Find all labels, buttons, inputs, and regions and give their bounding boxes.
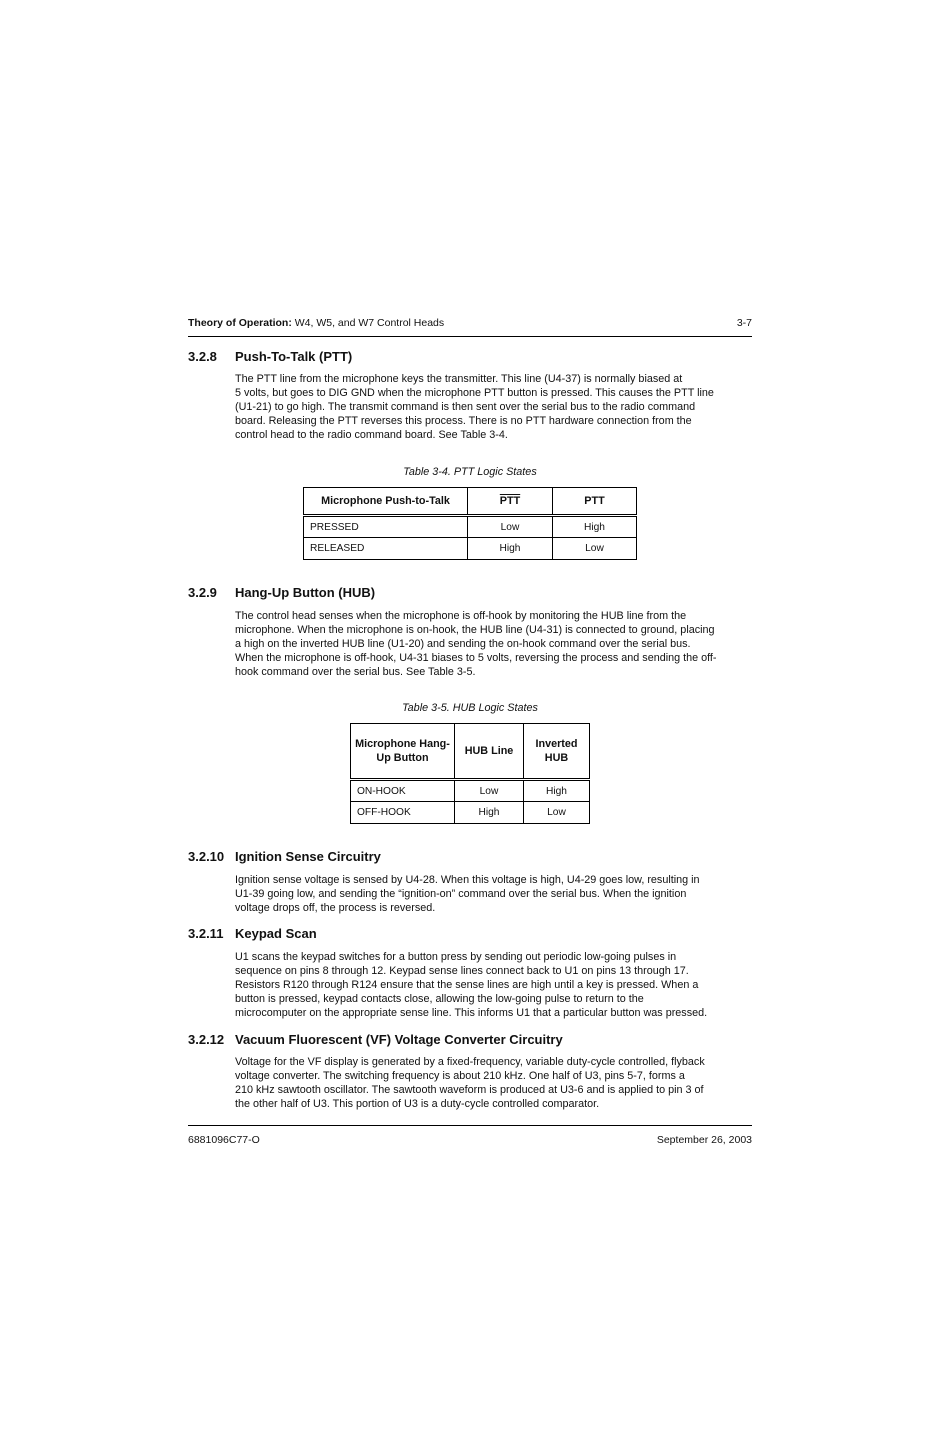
table-3-4-header-2: $\overline{PTT}$ <box>468 488 553 516</box>
page-number: 3-7 <box>736 317 752 329</box>
section-heading-3-2-9: 3.2.9 Hang-Up Button (HUB) <box>188 585 376 600</box>
table-3-5-header-1: Microphone Hang-Up Button <box>351 724 455 780</box>
table-3-4-header-1: Microphone Push-to-Talk <box>304 488 468 516</box>
running-header <box>188 317 752 329</box>
table-row: PRESSED Low High <box>304 516 637 538</box>
section-heading-3-2-12: 3.2.12 Vacuum Fluorescent (VF) Voltage Converter Circuitry <box>188 1032 563 1047</box>
section-body-3-2-11: U1 scans the keypad switches for a button press by sending out periodic low-going pulses in sequence on pins 8 through 12. Keypad sense lines connect back to U1 on pins 13 through 17. Resistors R120 through R124 ensure that the sense lines are high until a key is pressed. When a button is pressed, keypad contacts close, allowing the low-going pulse to return to the microcomputer on the appropriate sense line. This informs U1 that a particular button was pressed. <box>235 951 708 1019</box>
table-row: RELEASED High Low <box>304 538 637 560</box>
table-3-5-caption: Table 3-5. HUB Logic States <box>402 702 538 714</box>
footer-rule <box>188 1125 752 1126</box>
table-3-5-header-3: Inverted HUB <box>524 724 590 780</box>
running-footer <box>188 1134 752 1146</box>
section-body-3-2-12: Voltage for the VF display is generated by a fixed-frequency, variable duty-cycle controlled, flyback voltage converter. The switching frequency is about 210 kHz. One half of U3, pins 5-7, forms a 210 kHz sawtooth oscillator. The sawtooth waveform is produced at U3-6 and is applied to pin 3 of the other half of U3. This portion of U3 is a duty-cycle controlled comparator. <box>235 1056 705 1110</box>
table-3-4 <box>303 487 637 560</box>
section-body-3-2-8: The PTT line from the microphone keys the transmitter. This line (U4-37) is normally biased at 5 volts, but goes to DIG GND when the microphone PTT button is pressed. This causes the PTT line (U1-21) to go high. The transmit command is then sent over the serial bus to the radio command board. Releasing the PTT reverses this process. There is no PTT hardware connection from the control head to the radio command board. See Table 3-4. <box>235 373 714 441</box>
doc-date: September 26, 2003 <box>656 1134 752 1146</box>
header-rule <box>188 336 752 337</box>
doc-number: 6881096C77-O <box>188 1134 260 1146</box>
table-3-4-caption: Table 3-4. PTT Logic States <box>403 466 537 478</box>
table-3-5 <box>350 723 590 824</box>
header-title-rest: W4, W5, and W7 Control Heads <box>291 317 445 329</box>
section-heading-3-2-10: 3.2.10 Ignition Sense Circuitry <box>188 849 381 864</box>
section-heading-3-2-8: 3.2.8 Push-To-Talk (PTT) <box>188 349 353 364</box>
section-heading-3-2-11: 3.2.11 Keypad Scan <box>188 926 317 941</box>
table-row: OFF-HOOK High Low <box>351 802 590 824</box>
table-row: ON-HOOK Low High <box>351 780 590 802</box>
table-3-5-header-2: HUB Line <box>455 724 524 780</box>
section-body-3-2-9: The control head senses when the microphone is off-hook by monitoring the HUB line from the microphone. When the microphone is on-hook, the HUB line (U4-31) is connected to ground, placing a high on the inverted HUB line (U1-20) and sending the on-hook command over the serial bus. When the microphone is off-hook, U4-31 biases to 5 volts, reversing the process and sending the off- hook command over the serial bus. See Table 3-5. <box>235 610 717 678</box>
section-body-3-2-10: Ignition sense voltage is sensed by U4-28. When this voltage is high, U4-29 goes low, resulting in U1-39 going low, and sending the “ignition-on” command over the serial bus. When the ignition voltage drops off, the process is reversed. <box>235 874 700 914</box>
header-title-bold: Theory of Operation: <box>188 317 292 329</box>
table-3-4-header-3: PTT <box>553 488 637 516</box>
